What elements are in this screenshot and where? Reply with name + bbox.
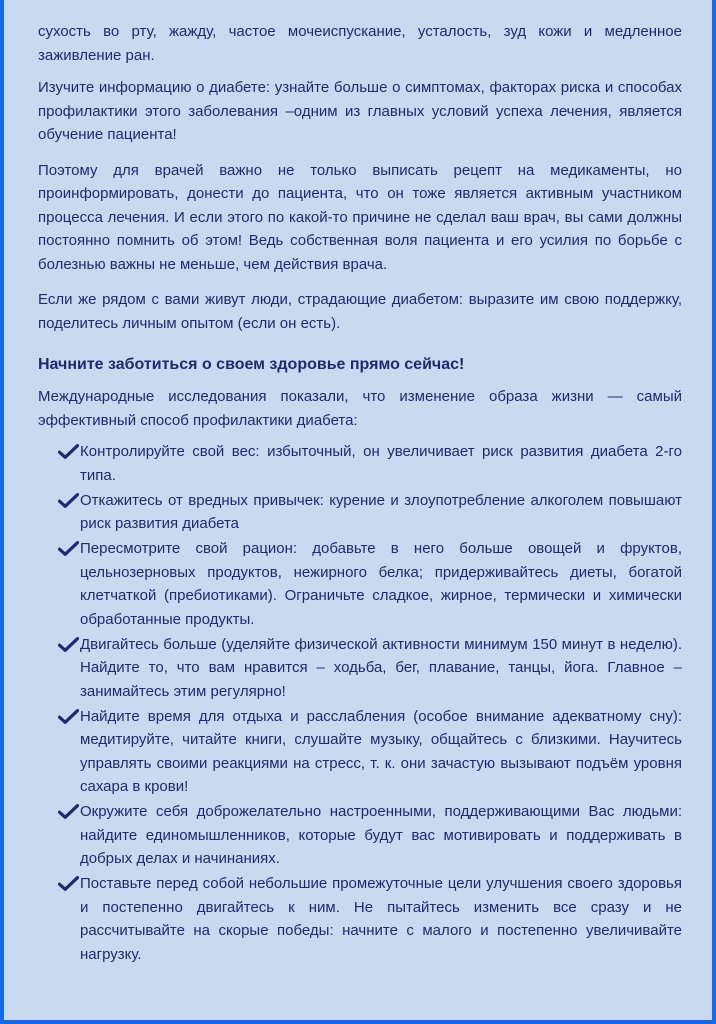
tip-text: Поставьте перед собой небольшие промежуточные цели улучшения своего здоровья и постепенно двигайтесь к ним. Не пытайтесь изменить все сразу и не рассчитывайте на скорые победы: начните с малого и постепенно увеличивайте нагрузку. [80,875,682,963]
checkmark-icon [58,709,79,724]
tip-text: Двигайтесь больше (уделяйте физической активности минимум 150 минут в неделю). Найдите то, что вам нравится – ходьба, бег, плавание, танцы, йога. Главное – занимайтесь этим регулярно! [80,635,682,700]
tip-text: Откажитесь от вредных привычек: курение и злоупотребление алкоголем повышают риск развития диабета [80,491,682,532]
tip-text: Пересмотрите свой рацион: добавьте в него больше овощей и фруктов, цельнозерновых продуктов, нежирного белка; придерживайтесь диеты, богатой клетчаткой (пребиотиками). Ограничьте сладкое, жирное, термически и химически обработанные продукты. [80,540,682,628]
tip-list-item-7 [58,872,682,966]
tip-list-item-1 [58,440,682,487]
tip-text: Контролируйте свой вес: избыточный, он увеличивает риск развития диабета 2-го типа. [80,443,682,484]
tip-list-item-5 [58,705,682,799]
paragraph-support-others: Если же рядом с вами живут люди, страдающие диабетом: выразите им свою поддержку, поделитесь личным опытом (если он есть). [38,291,682,332]
tip-text: Найдите время для отдыха и расслабления (особое внимание адекватному сну): медитируйте, читайте книги, слушайте музыку, общайтесь с близкими. Научитесь управлять своими реакциями на стресс, т. к. они зачастую вызывают подъём уровня сахара в крови! [80,707,682,795]
section-heading: Начните заботиться о своем здоровье прямо сейчас! [38,356,465,373]
checkmark-icon [58,637,79,652]
tip-list-item-4 [58,633,682,704]
paragraph-doctor-role: Поэтому для врачей важно не только выписать рецепт на медикаменты, но проинформировать, донести до пациента, что он тоже является активным участником процесса лечения. И если этого по какой-то причине не сделал ваш врач, вы сами должны постоянно помнить об этом! Ведь собственная воля пациента и его усилия по борьбе с болезнью важны не меньше, чем действия врача. [38,161,682,273]
checkmark-icon [58,444,79,459]
tip-list-item-2 [58,489,682,536]
tip-text: Окружите себя доброжелательно настроенными, поддерживающими Вас людьми: найдите единомышленников, которые будут вас мотивировать и поддерживать в добрых делах и начинаниях. [80,803,682,867]
tip-list-item-3 [58,537,682,631]
paragraph-symptoms-tail: сухость во рту, жажду, частое мочеиспускание, усталость, зуд кожи и медленное заживление ран. [38,23,682,64]
checkmark-icon [58,876,79,891]
checkmark-icon [58,804,79,819]
checkmark-icon [58,493,79,508]
checkmark-icon [58,541,79,556]
section-lead: Международные исследования показали, что изменение образа жизни — самый эффективный способ профилактики диабета: [38,388,682,429]
document-content [38,20,682,968]
tips-list [38,440,682,966]
paragraph-learn-about-diabetes: Изучите информацию о диабете: узнайте больше о симптомах, факторах риска и способах профилактики этого заболевания –одним из главных условий успеха лечения, является обучение пациента! [38,79,682,143]
tip-list-item-6 [58,800,682,871]
